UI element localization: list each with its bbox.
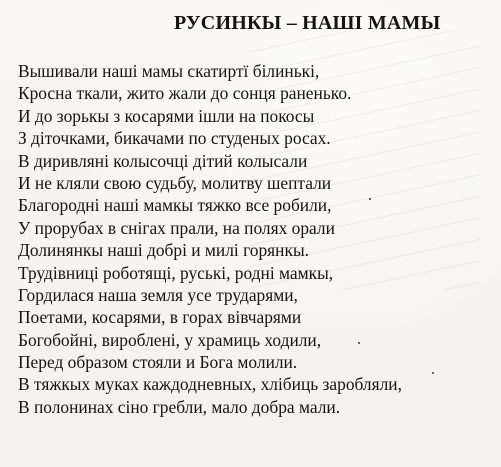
poem-title: РУСИНКЫ – НАШІ МАМЫ (174, 12, 441, 34)
poem-line: У прорубах в снігах прали, на полях орали (18, 217, 335, 238)
poem-line: И не кляли свою судьбу, молитву шептали (18, 172, 332, 193)
poem-body (18, 60, 402, 418)
poem-line: В полонинах сіно гребли, мало добра мали. (18, 396, 341, 417)
poem-line: И до зорькы з косарями ішли на покосы (18, 105, 315, 126)
scan-speck (369, 198, 371, 200)
poem-line: Кросна ткали, жито жали до сонця раненько. (18, 83, 352, 104)
poem-line: З діточками, бикачами по студеных росах. (18, 128, 331, 149)
scan-speck (358, 342, 360, 344)
poem-line: Вышивали наші мамы скатиртї білинькі, (18, 61, 320, 81)
poem-line: Долинянкы наші добрі и милі горянкы. (18, 240, 309, 261)
poem-line: В тяжкых муках каждодневных, хлібиць заробляли, (18, 374, 402, 395)
poem-line: В диривляні колысочці дітий колысали (18, 150, 308, 171)
poem-line: Благородні наші мамкы тяжко все робили, (18, 195, 332, 216)
scan-speck (432, 372, 434, 374)
poem-line: Богобойні, вироблені, у храмиць ходили, (18, 329, 322, 350)
poem-line: Перед образом стояли и Бога молили. (18, 352, 298, 373)
poem-line: Трудівниці роботящі, руські, родні мамкы, (18, 262, 334, 283)
poem-line: Поетами, косарями, в горах вівчарями (18, 307, 302, 328)
poem-line: Гордилася наша земля усе трударями, (18, 284, 298, 305)
